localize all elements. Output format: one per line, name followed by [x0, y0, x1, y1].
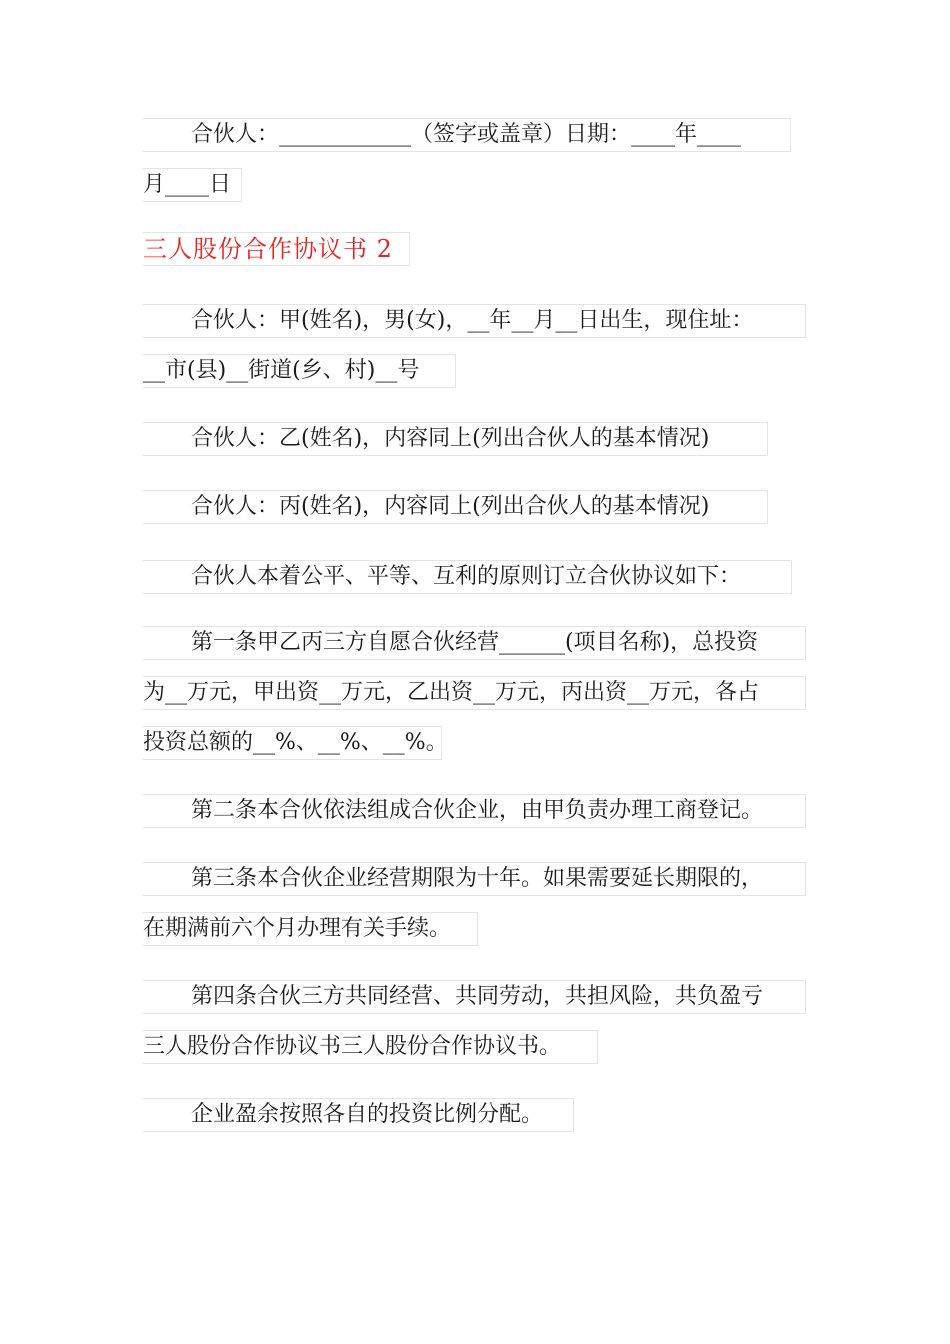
article-3-line-1: 第三条本合伙企业经营期限为十年。如果需要延长期限的，	[143, 862, 806, 896]
article-1-line-1: 第一条甲乙丙三方自愿合伙经营______(项目名称)，总投资	[143, 626, 806, 660]
section-title: 三人股份合作协议书 2	[143, 232, 410, 266]
partner-a-line-2: __市(县)__街道(乡、村)__号	[143, 354, 456, 388]
article-1-line-2: 为__万元，甲出资__万元，乙出资__万元，丙出资__万元，各占	[143, 676, 806, 710]
article-1-line-3: 投资总额的__%、__%、__%。	[143, 726, 442, 760]
article-3-line-2: 在期满前六个月办理有关手续。	[143, 912, 478, 946]
partner-a-line-1: 合伙人：甲(姓名)，男(女)，__年__月__日出生，现住址：	[143, 304, 806, 338]
partner-c-line: 合伙人：丙(姓名)，内容同上(列出合伙人的基本情况)	[143, 490, 768, 524]
agreement-intro: 合伙人本着公平、平等、互利的原则订立合伙协议如下：	[143, 560, 792, 594]
profit-distribution-line: 企业盈余按照各自的投资比例分配。	[143, 1098, 574, 1132]
article-2-line: 第二条本合伙依法组成合伙企业，由甲负责办理工商登记。	[143, 794, 806, 828]
signature-line: 合伙人：____________（签字或盖章）日期：____年____	[143, 118, 791, 152]
article-4-line-2: 三人股份合作协议书三人股份合作协议书。	[143, 1030, 598, 1064]
article-4-line-1: 第四条合伙三方共同经营、共同劳动，共担风险，共负盈亏	[143, 980, 806, 1014]
partner-b-line: 合伙人：乙(姓名)，内容同上(列出合伙人的基本情况)	[143, 422, 768, 456]
signature-date-line: 月____日	[143, 168, 242, 202]
